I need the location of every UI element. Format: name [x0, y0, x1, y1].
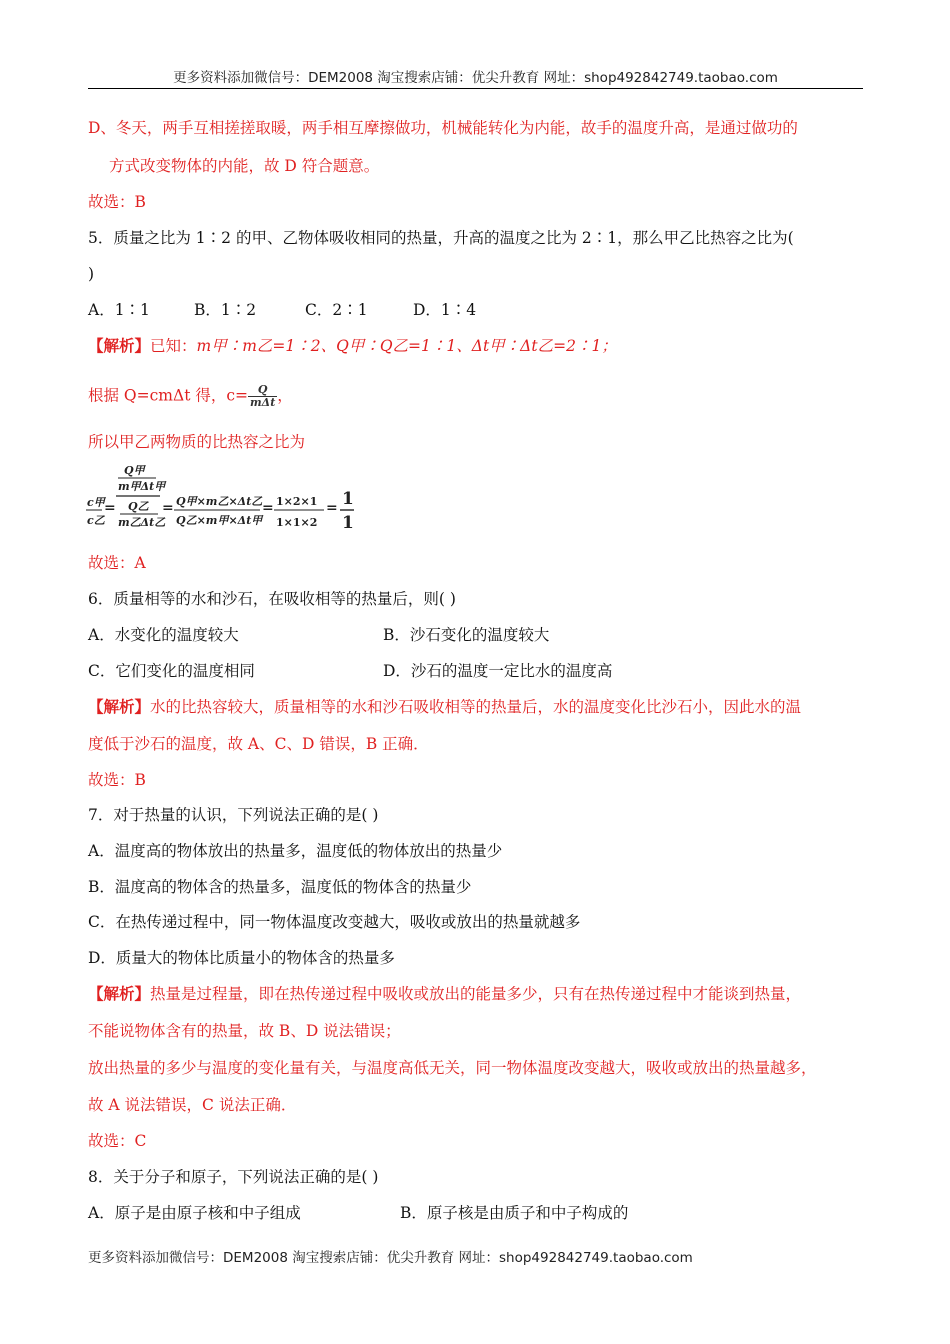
- q5-option-b: B．1∶2: [194, 301, 257, 319]
- q6-option-b: B．沙石变化的温度较大: [383, 626, 550, 644]
- q6-analysis-line2: 度低于沙石的温度，故 A、C、D 错误，B 正确．: [88, 735, 429, 753]
- q5-ratio-result-num: 1: [342, 489, 354, 509]
- q5-formula-num: Q: [248, 384, 277, 397]
- q7-analysis-line3: 放出热量的多少与温度的变化量有关，与温度高低无关，同一物体温度改变越大，吸收或放出的热量越多，: [88, 1059, 817, 1077]
- q5-option-a: A．1∶1: [88, 301, 150, 319]
- q7-analysis-tag: 【解析】: [88, 984, 151, 1003]
- q4-option-d-line1: D、冬天，两手互相搓搓取暖，两手相互摩擦做功，机械能转化为内能，故手的温度升高，是通过做功的: [88, 119, 798, 137]
- q7-analysis-line2: 不能说物体含有的热量，故 B、D 说法错误；: [88, 1022, 401, 1040]
- q7-option-c: C．在热传递过程中，同一物体温度改变越大，吸收或放出的热量就越多: [88, 913, 581, 931]
- q5-known-values: m甲∶m乙=1∶2、Q甲∶Q乙=1∶1、Δt甲∶Δt乙=2∶1；: [196, 337, 617, 355]
- q5-option-c: C．2∶1: [305, 301, 368, 319]
- q6-stem: 6．质量相等的水和沙石，在吸收相等的热量后，则( ): [88, 590, 456, 608]
- svg-text:1×1×2: 1×1×2: [276, 516, 318, 529]
- svg-text:m乙Δt乙: m乙Δt乙: [118, 516, 166, 529]
- svg-text:=: =: [326, 500, 338, 516]
- page-header: 更多资料添加微信号：DEM2008 淘宝搜索店铺：优尖升教育 网址：shop492842749.taobao.com: [173, 70, 778, 86]
- q8-option-a: A．原子是由原子核和中子组成: [88, 1204, 301, 1222]
- q5-ratio-formula-image: [84, 462, 374, 534]
- q5-stem-line1: 5．质量之比为 1∶2 的甲、乙物体吸收相同的热量，升高的温度之比为 2∶1，那么甲乙比热容之比为(: [88, 229, 794, 247]
- q7-answer: 故选：C: [88, 1132, 147, 1150]
- svg-text:m甲Δt甲: m甲Δt甲: [118, 480, 166, 493]
- page-footer: 更多资料添加微信号：DEM2008 淘宝搜索店铺：优尖升教育 网址：shop492842749.taobao.com: [88, 1250, 693, 1266]
- svg-text:c乙: c乙: [87, 514, 105, 527]
- q5-ratio-text: 所以甲乙两物质的比热容之比为: [88, 433, 306, 451]
- q5-ratio-result-den: 1: [342, 513, 354, 533]
- q8-stem: 8．关于分子和原子，下列说法正确的是( ): [88, 1168, 379, 1186]
- q7-analysis-line4: 故 A 说法错误，C 说法正确．: [88, 1096, 297, 1114]
- svg-text:c甲: c甲: [87, 496, 105, 509]
- header-divider: [88, 88, 863, 89]
- q6-analysis-text1: 水的比热容较大，质量相等的水和沙石吸收相等的热量后，水的温度变化比沙石小，因此水的温: [150, 698, 802, 716]
- q5-formula-den: mΔt: [250, 396, 276, 409]
- q7-stem: 7．对于热量的认识，下列说法正确的是( ): [88, 806, 379, 824]
- q7-option-a: A．温度高的物体放出的热量多，温度低的物体放出的热量少: [88, 842, 503, 860]
- q4-answer: 故选：B: [88, 193, 146, 211]
- svg-text:Q乙×m甲×Δt甲: Q乙×m甲×Δt甲: [176, 514, 263, 527]
- q7-analysis-text1: 热量是过程量，即在热传递过程中吸收或放出的能量多少，只有在热传递过程中才能谈到热量，: [150, 985, 802, 1003]
- q8-option-b: B．原子核是由质子和中子构成的: [400, 1204, 629, 1222]
- q6-option-c: C．它们变化的温度相同: [88, 662, 255, 680]
- q6-analysis-line1: [88, 697, 801, 717]
- q7-analysis-line1: [88, 984, 801, 1004]
- q4-option-d-line2: 方式改变物体的内能，故 D 符合题意。: [109, 157, 380, 175]
- q7-option-b: B．温度高的物体含的热量多，温度低的物体含的热量少: [88, 878, 472, 896]
- svg-text:1×2×1: 1×2×1: [276, 495, 318, 508]
- q6-analysis-tag: 【解析】: [88, 697, 151, 716]
- q5-known-prefix: 已知：: [150, 337, 197, 355]
- svg-text:Q乙: Q乙: [128, 500, 149, 513]
- q6-option-d: D．沙石的温度一定比水的温度高: [383, 662, 613, 680]
- q5-formula-suffix: ，: [277, 386, 293, 405]
- svg-text:=: =: [162, 500, 174, 516]
- q5-analysis-tag: 【解析】: [88, 336, 151, 355]
- q5-formula-line: [88, 384, 293, 409]
- q7-option-d: D．质量大的物体比质量小的物体含的热量多: [88, 949, 395, 967]
- svg-text:=: =: [262, 500, 274, 516]
- q6-option-a: A．水变化的温度较大: [88, 626, 239, 644]
- q5-analysis-known: [88, 336, 617, 356]
- q5-formula-prefix: 根据 Q=cmΔt 得，c=: [88, 386, 249, 405]
- svg-text:=: =: [104, 500, 116, 516]
- svg-text:Q甲×m乙×Δt乙: Q甲×m乙×Δt乙: [176, 495, 263, 508]
- q5-stem-line2: ): [88, 265, 95, 283]
- q5-formula-fraction: [248, 384, 277, 409]
- svg-text:Q甲: Q甲: [124, 464, 145, 477]
- q6-answer: 故选：B: [88, 771, 146, 789]
- q5-answer: 故选：A: [88, 554, 146, 572]
- q5-option-d: D．1∶4: [413, 301, 477, 319]
